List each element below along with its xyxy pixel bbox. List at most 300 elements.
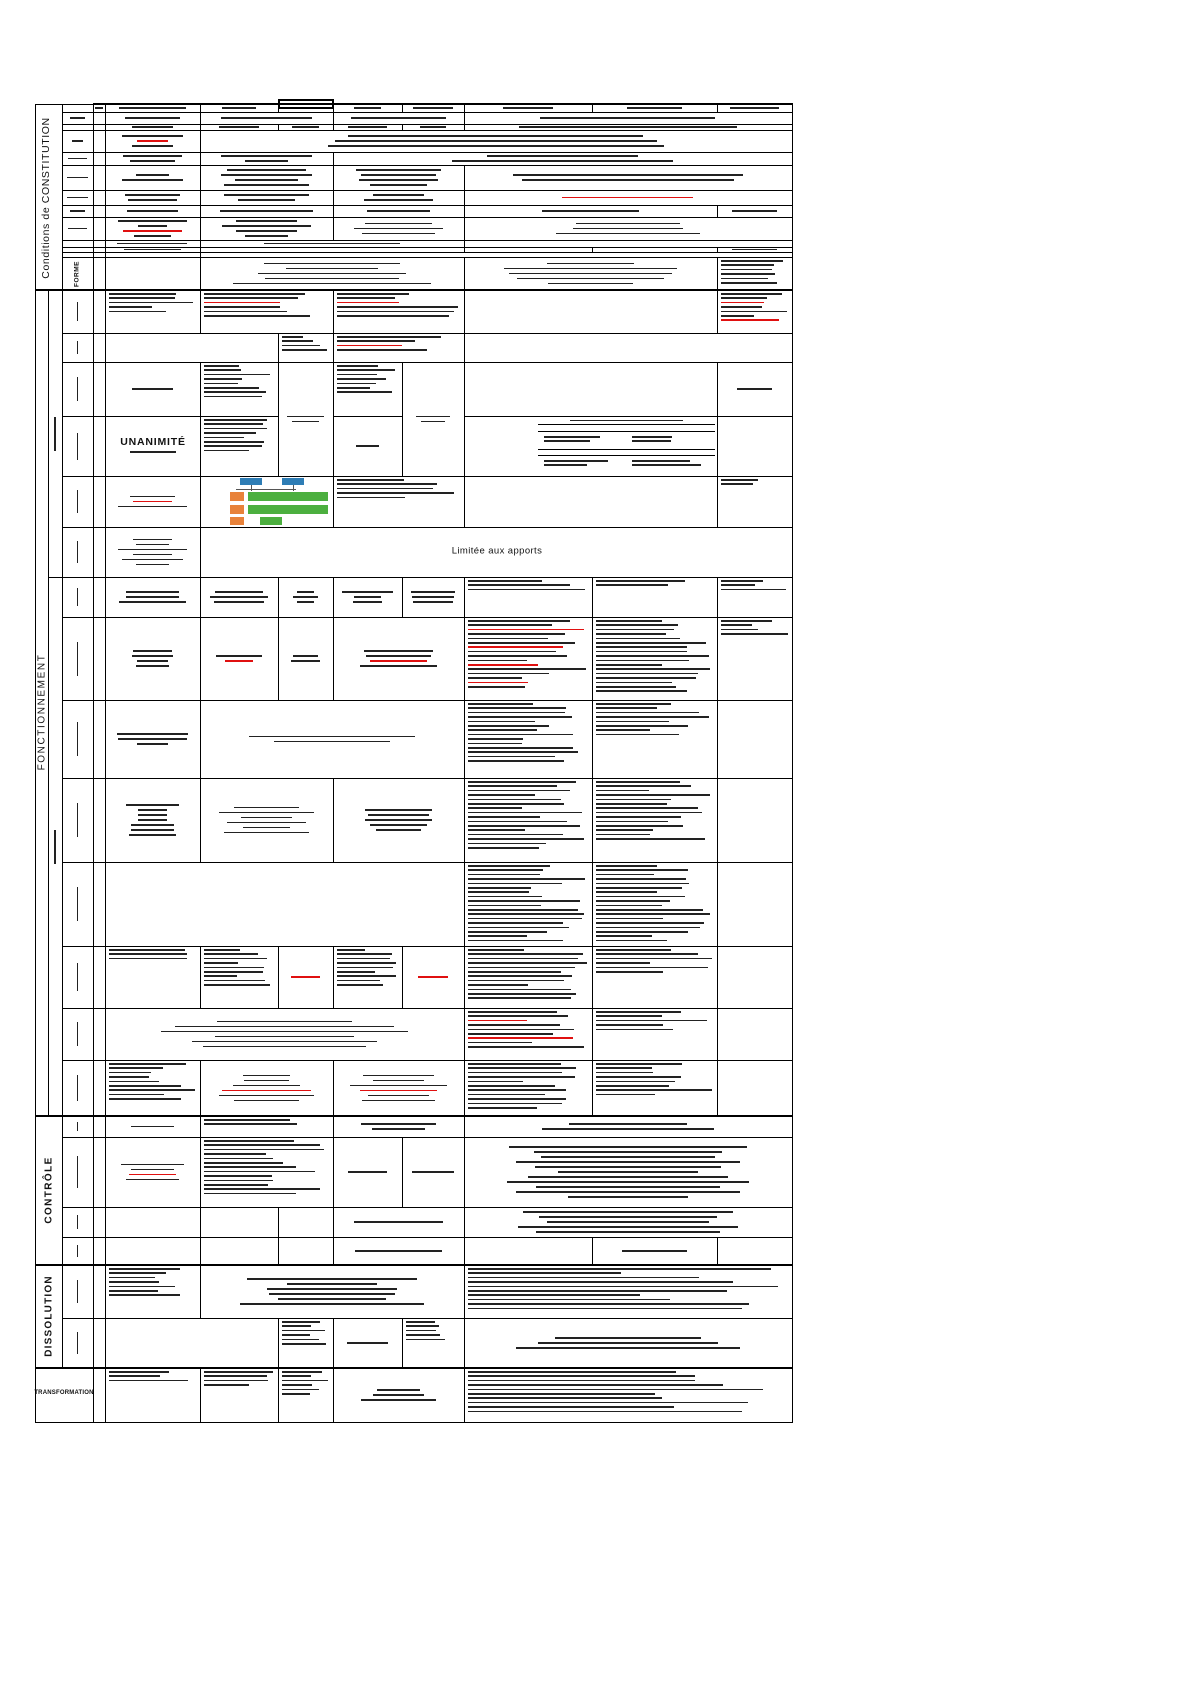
table-cell [105, 333, 279, 363]
illegible-text-mark [412, 596, 454, 598]
illegible-text-mark [204, 311, 287, 313]
illegible-text-mark [596, 686, 676, 688]
illegible-text-mark [596, 624, 678, 626]
illegible-text-mark [130, 496, 176, 498]
illegible-text-mark [596, 677, 696, 679]
illegible-text-mark [468, 984, 528, 986]
limitee-aux-apports-text: Limitée aux apports [451, 545, 543, 557]
illegible-text-mark [596, 816, 681, 818]
table-cell [93, 862, 106, 947]
illegible-text-mark [235, 179, 297, 181]
illegible-text-mark [124, 249, 182, 251]
illegible-text-mark [241, 817, 293, 819]
illegible-text-mark [337, 374, 377, 376]
illegible-text-mark [247, 1278, 416, 1280]
illegible-text-mark [224, 184, 310, 186]
table-cell [93, 333, 106, 363]
illegible-text-mark [468, 958, 578, 960]
illegible-text-mark [468, 1402, 748, 1404]
illegible-text-mark [282, 336, 303, 338]
illegible-text-mark [109, 1277, 155, 1279]
illegible-text-mark [204, 953, 258, 955]
illegible-text-mark [123, 155, 183, 157]
illegible-text-mark [287, 1283, 378, 1285]
table-cell [93, 617, 106, 701]
illegible-text-mark [222, 1090, 311, 1092]
illegible-text-mark [596, 794, 710, 796]
illegible-text-mark [721, 319, 779, 321]
illegible-text-mark [109, 1098, 181, 1100]
illegible-text-mark [132, 655, 174, 657]
illegible-text-mark [468, 1286, 778, 1288]
illegible-text-mark [596, 1072, 653, 1074]
illegible-text-mark [468, 825, 580, 827]
diagram-connector [251, 485, 252, 491]
illegible-text-mark [468, 668, 586, 670]
illegible-text-mark [354, 1221, 442, 1223]
illegible-text-mark [233, 1085, 300, 1087]
illegible-text-mark [204, 293, 305, 295]
illegible-text-mark [282, 1339, 319, 1341]
illegible-text-mark [109, 1290, 158, 1292]
illegible-text-mark [596, 584, 668, 586]
illegible-text-mark [632, 440, 671, 442]
illegible-text-mark [544, 440, 590, 442]
illegible-text-mark [468, 729, 537, 731]
illegible-text-mark [468, 971, 561, 973]
illegible-text-mark [204, 1140, 294, 1142]
illegible-text-mark [468, 725, 549, 727]
mini-table-rule [538, 424, 715, 425]
illegible-text-mark [468, 922, 563, 924]
illegible-text-mark [632, 460, 690, 462]
illegible-text-mark [522, 179, 734, 181]
illegible-text-mark [596, 1089, 712, 1091]
table-cell [333, 190, 465, 206]
illegible-text-mark [627, 107, 683, 109]
illegible-text-mark [204, 387, 259, 389]
illegible-text-mark [361, 1399, 436, 1401]
table-cell [464, 165, 793, 191]
illegible-text-mark [468, 1371, 676, 1373]
illegible-text-mark [204, 369, 241, 371]
illegible-text-mark [109, 293, 176, 295]
table-cell [464, 577, 593, 618]
illegible-text-mark [362, 233, 435, 235]
illegible-text-mark [278, 1298, 386, 1300]
illegible-text-mark [282, 1393, 310, 1395]
illegible-text-mark [240, 1303, 425, 1305]
illegible-text-mark [121, 1164, 183, 1166]
structure-diagram [226, 477, 332, 527]
illegible-text-mark [468, 935, 527, 937]
illegible-text-mark [622, 1250, 687, 1252]
illegible-text-mark [573, 228, 683, 230]
illegible-text-mark [364, 650, 433, 652]
illegible-text-mark [68, 228, 87, 230]
illegible-text-mark [468, 785, 557, 787]
illegible-text-mark [562, 197, 693, 199]
section-label-fonctionnement: FONCTIONNEMENT [36, 653, 48, 771]
illegible-text-mark [548, 283, 634, 285]
illegible-text-mark [337, 975, 396, 977]
illegible-label-mark [77, 490, 79, 513]
illegible-text-mark [361, 1123, 436, 1125]
illegible-text-mark [420, 126, 446, 128]
illegible-text-mark [596, 1024, 663, 1026]
illegible-text-mark [596, 799, 671, 801]
illegible-text-mark [468, 931, 547, 933]
illegible-text-mark [504, 268, 677, 270]
illegible-text-mark [468, 743, 522, 745]
diagram-orange-box [230, 505, 244, 514]
illegible-label-mark [54, 830, 56, 864]
illegible-label-mark [77, 1156, 79, 1188]
illegible-text-mark [348, 135, 643, 137]
illegible-text-mark [217, 1021, 352, 1023]
illegible-text-mark [468, 1076, 575, 1078]
illegible-text-mark [468, 655, 567, 657]
illegible-text-mark [138, 809, 167, 811]
illegible-text-mark [568, 1196, 688, 1198]
illegible-text-mark [238, 199, 295, 201]
illegible-text-mark [721, 278, 768, 280]
illegible-text-mark [468, 878, 585, 880]
illegible-text-mark [269, 1293, 396, 1295]
illegible-text-mark [468, 1063, 561, 1065]
illegible-text-mark [204, 1193, 296, 1195]
illegible-text-mark [596, 620, 662, 622]
illegible-text-mark [721, 483, 753, 485]
illegible-text-mark [596, 1094, 655, 1096]
table-cell [93, 1265, 106, 1319]
illegible-text-mark [721, 293, 782, 295]
illegible-text-mark [282, 349, 327, 351]
illegible-text-mark [337, 306, 458, 308]
illegible-text-mark [243, 1075, 289, 1077]
illegible-text-mark [596, 1067, 652, 1069]
illegible-text-mark [204, 297, 298, 299]
illegible-text-mark [721, 624, 752, 626]
illegible-text-mark [70, 210, 85, 212]
illegible-text-mark [596, 803, 667, 805]
illegible-text-mark [342, 591, 392, 593]
illegible-text-mark [519, 126, 737, 128]
illegible-text-mark [468, 1281, 733, 1283]
illegible-text-mark [596, 642, 706, 644]
illegible-text-mark [536, 1231, 720, 1233]
illegible-text-mark [468, 1103, 562, 1105]
illegible-text-mark [468, 883, 562, 885]
illegible-text-mark [468, 1094, 545, 1096]
illegible-text-mark [282, 345, 320, 347]
illegible-text-mark [538, 1342, 718, 1344]
illegible-text-mark [523, 1211, 733, 1213]
illegible-text-mark [596, 878, 686, 880]
illegible-text-mark [337, 340, 415, 342]
illegible-text-mark [126, 1179, 178, 1181]
illegible-text-mark [337, 962, 396, 964]
illegible-text-mark [406, 1321, 435, 1323]
illegible-text-mark [487, 155, 638, 157]
illegible-text-mark [204, 1371, 273, 1373]
illegible-text-mark [468, 624, 552, 626]
illegible-text-mark [544, 436, 600, 438]
illegible-text-mark [596, 781, 680, 783]
table-cell [105, 862, 465, 947]
illegible-text-mark [596, 629, 674, 631]
illegible-text-mark [118, 506, 186, 508]
table-cell [717, 416, 793, 477]
illegible-text-mark [468, 682, 528, 684]
illegible-text-mark [117, 243, 187, 245]
table-cell [93, 1207, 106, 1238]
illegible-text-mark [596, 655, 709, 657]
illegible-text-mark [138, 819, 167, 821]
illegible-text-mark [130, 451, 176, 453]
illegible-text-mark [468, 975, 572, 977]
illegible-text-mark [507, 1181, 748, 1183]
illegible-text-mark [335, 140, 657, 142]
illegible-text-mark [468, 1308, 742, 1310]
illegible-text-mark [518, 1226, 739, 1228]
illegible-text-mark [596, 721, 669, 723]
illegible-text-mark [468, 756, 555, 758]
illegible-text-mark [541, 1156, 714, 1158]
illegible-text-mark [109, 1081, 159, 1083]
illegible-text-mark [596, 838, 705, 840]
illegible-text-mark [468, 865, 550, 867]
illegible-text-mark [236, 220, 297, 222]
illegible-text-mark [468, 620, 570, 622]
illegible-text-mark [596, 949, 671, 951]
table-cell [200, 1137, 334, 1208]
illegible-text-mark [219, 126, 258, 128]
illegible-text-mark [204, 391, 266, 393]
illegible-text-mark [292, 126, 320, 128]
illegible-text-mark [596, 785, 691, 787]
illegible-text-mark [721, 633, 788, 635]
illegible-text-mark [236, 230, 296, 232]
illegible-text-mark [596, 580, 685, 582]
illegible-text-mark [131, 824, 174, 826]
illegible-text-mark [297, 601, 315, 603]
illegible-text-mark [118, 549, 188, 551]
illegible-text-mark [337, 383, 376, 385]
table-cell [93, 700, 106, 779]
illegible-text-mark [127, 210, 177, 212]
table-cell [200, 1265, 465, 1319]
illegible-text-mark [122, 559, 182, 561]
illegible-text-mark [468, 993, 576, 995]
illegible-text-mark [468, 807, 522, 809]
illegible-text-mark [721, 620, 772, 622]
illegible-text-mark [468, 1081, 523, 1083]
illegible-text-mark [224, 832, 308, 834]
illegible-text-mark [245, 160, 287, 162]
illegible-text-mark [337, 953, 392, 955]
illegible-text-mark [133, 650, 171, 652]
table-cell [717, 1060, 793, 1117]
illegible-text-mark [95, 107, 102, 109]
illegible-text-mark [468, 927, 569, 929]
illegible-text-mark [354, 596, 381, 598]
illegible-text-mark [210, 596, 268, 598]
illegible-text-mark [509, 273, 673, 275]
illegible-text-mark [337, 967, 393, 969]
illegible-text-mark [596, 1015, 662, 1017]
illegible-text-mark [596, 1011, 681, 1013]
illegible-label-mark [77, 1122, 79, 1131]
illegible-text-mark [204, 378, 242, 380]
illegible-label-mark [77, 803, 79, 837]
illegible-text-mark [204, 419, 267, 421]
illegible-text-mark [468, 760, 564, 762]
table-cell [93, 527, 106, 578]
illegible-text-mark [133, 501, 172, 503]
illegible-text-mark [468, 1029, 574, 1031]
illegible-text-mark [421, 421, 445, 423]
diagram-orange-box [230, 492, 244, 501]
illegible-text-mark [204, 445, 262, 447]
illegible-text-mark [126, 591, 180, 593]
table-cell [105, 946, 201, 1009]
illegible-text-mark [468, 638, 548, 640]
table-cell [464, 1237, 593, 1266]
illegible-label-mark [77, 433, 79, 460]
table-cell [333, 1116, 465, 1138]
illegible-text-mark [204, 383, 238, 385]
illegible-text-mark [222, 225, 311, 227]
illegible-text-mark [337, 391, 392, 393]
illegible-text-mark [468, 1375, 695, 1377]
illegible-text-mark [337, 488, 433, 490]
illegible-text-mark [137, 660, 169, 662]
illegible-text-mark [406, 1325, 439, 1327]
illegible-text-mark [134, 235, 170, 237]
illegible-text-mark [468, 1085, 555, 1087]
illegible-text-mark [287, 416, 323, 418]
illegible-text-mark [286, 268, 377, 270]
illegible-label-mark [77, 642, 79, 676]
section-separator [35, 1115, 793, 1117]
illegible-text-mark [204, 962, 238, 964]
illegible-text-mark [204, 1149, 324, 1151]
illegible-text-mark [596, 664, 662, 666]
illegible-text-mark [132, 388, 173, 390]
illegible-text-mark [468, 660, 527, 662]
illegible-text-mark [596, 958, 712, 960]
illegible-text-mark [192, 1041, 376, 1043]
table-cell [402, 362, 465, 477]
illegible-text-mark [596, 734, 679, 736]
illegible-text-mark [468, 790, 570, 792]
illegible-text-mark [596, 1081, 675, 1083]
table-cell [464, 416, 718, 477]
illegible-text-mark [468, 1107, 537, 1109]
illegible-text-mark [204, 1158, 273, 1160]
table-cell [93, 416, 106, 477]
illegible-text-mark [468, 905, 541, 907]
illegible-text-mark [109, 1268, 180, 1270]
illegible-text-mark [216, 655, 262, 657]
illegible-text-mark [136, 665, 169, 667]
table-cell [717, 946, 793, 1009]
illegible-text-mark [468, 734, 573, 736]
illegible-text-mark [337, 302, 399, 304]
illegible-text-mark [596, 729, 650, 731]
illegible-text-mark [204, 1162, 283, 1164]
illegible-text-mark [282, 1330, 325, 1332]
illegible-text-mark [544, 460, 608, 462]
illegible-text-mark [204, 1171, 315, 1173]
illegible-text-mark [234, 807, 299, 809]
illegible-text-mark [109, 958, 187, 960]
illegible-text-mark [354, 107, 382, 109]
illegible-text-mark [468, 1397, 662, 1399]
illegible-text-mark [596, 703, 671, 705]
section-separator [35, 1264, 793, 1266]
illegible-text-mark [468, 651, 556, 653]
illegible-text-mark [468, 584, 570, 586]
illegible-text-mark [418, 976, 449, 978]
illegible-text-mark [468, 843, 546, 845]
table-cell [93, 577, 106, 618]
diagram-green-bar [260, 517, 282, 525]
illegible-text-mark [596, 1029, 673, 1031]
table-cell [717, 700, 793, 779]
illegible-text-mark [282, 340, 313, 342]
illegible-text-mark [204, 1153, 266, 1155]
table-cell [200, 1207, 279, 1238]
illegible-text-mark [373, 194, 424, 196]
illegible-text-mark [596, 953, 698, 955]
illegible-text-mark [468, 1406, 674, 1408]
illegible-text-mark [337, 315, 449, 317]
table-cell [93, 1137, 106, 1208]
illegible-text-mark [416, 416, 449, 418]
illegible-text-mark [468, 874, 540, 876]
mini-table-rule [538, 431, 715, 432]
illegible-text-mark [351, 117, 446, 119]
illegible-text-mark [528, 1176, 728, 1178]
illegible-text-mark [204, 971, 263, 973]
table-cell [200, 778, 334, 863]
illegible-text-mark [204, 1175, 272, 1177]
illegible-text-mark [137, 743, 168, 745]
illegible-text-mark [109, 1294, 180, 1296]
illegible-text-mark [225, 660, 253, 662]
illegible-text-mark [596, 905, 662, 907]
illegible-text-mark [468, 642, 575, 644]
table-cell [93, 1318, 106, 1369]
illegible-text-mark [721, 297, 767, 299]
mini-table-rule [538, 449, 715, 450]
illegible-text-mark [596, 967, 708, 969]
illegible-text-mark [109, 306, 152, 308]
illegible-text-mark [468, 913, 584, 915]
illegible-text-mark [468, 847, 539, 849]
illegible-text-mark [468, 829, 525, 831]
table-cell [93, 946, 106, 1009]
illegible-text-mark [468, 1411, 742, 1413]
illegible-text-mark [282, 1384, 312, 1386]
illegible-text-mark [67, 197, 88, 199]
illegible-text-mark [214, 601, 263, 603]
illegible-text-mark [292, 421, 318, 423]
illegible-text-mark [133, 539, 172, 541]
illegible-text-mark [365, 819, 433, 821]
